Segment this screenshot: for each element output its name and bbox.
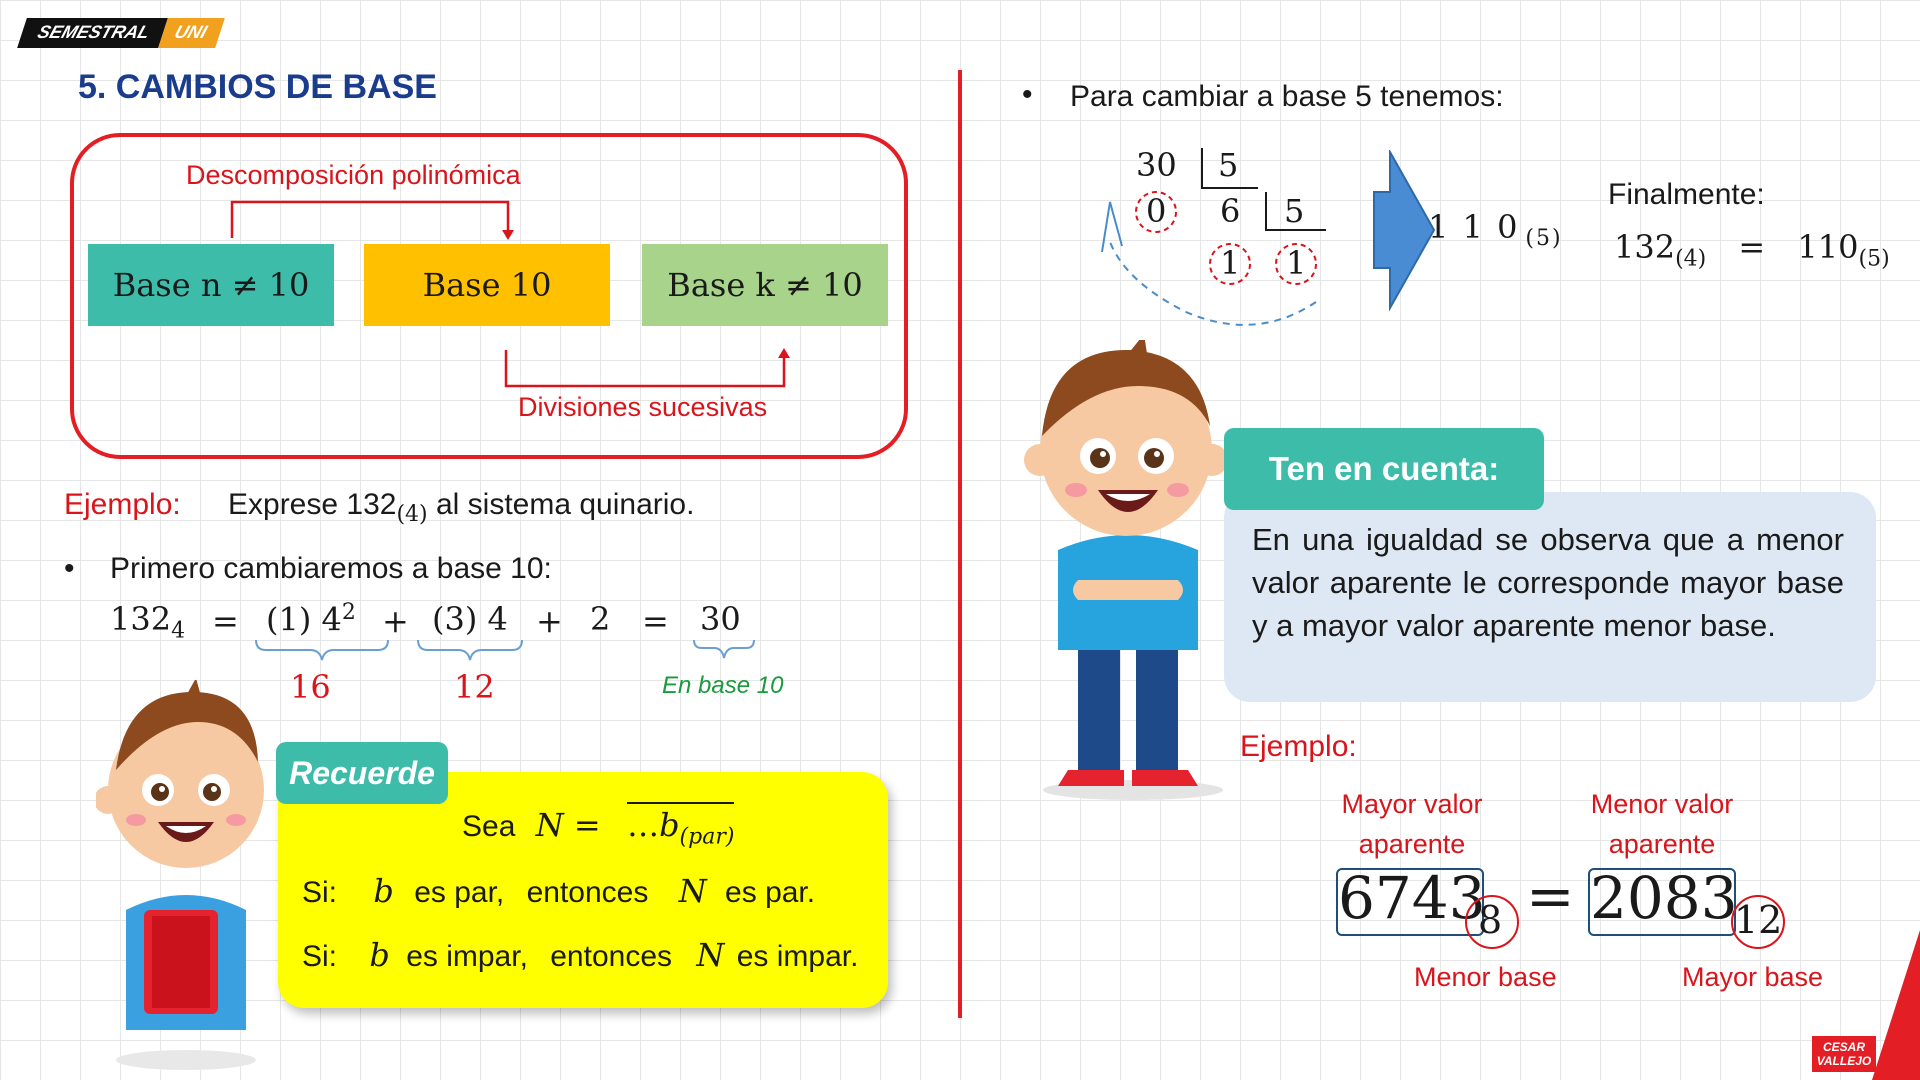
final-equation: $132_{(4)} = 110_{(5)}$ xyxy=(1614,228,1890,272)
eq-plus-2: + xyxy=(536,602,563,640)
div-divisor-2: 5 xyxy=(1284,192,1305,230)
recuerde-sea: Sea xyxy=(462,810,516,843)
eq-result: 30 xyxy=(700,600,741,638)
boy-left-illustration xyxy=(96,680,276,1080)
div-dividend: 30 xyxy=(1136,146,1177,184)
eq-term-1: (1) $4^2$ xyxy=(266,600,356,639)
div-divisor-1: 5 xyxy=(1218,146,1239,184)
column-divider xyxy=(958,70,962,1018)
div-remainder-2: 1 xyxy=(1220,244,1241,282)
vallejo-logo: CESAR VALLEJO xyxy=(1812,1036,1876,1072)
num1: 6743 xyxy=(1338,864,1486,932)
finally-label: Finalmente: xyxy=(1608,178,1765,211)
bullet-second: Para cambiar a base 5 tenemos: xyxy=(1070,80,1504,113)
bullet-first: Primero cambiaremos a base 10: xyxy=(110,552,552,585)
recuerde-line1 xyxy=(462,806,734,849)
base1: 8 xyxy=(1478,898,1503,942)
recuerde-line3: Si: b es impar, entonces N es impar. xyxy=(302,936,859,974)
eq-term-2: (3) 4 xyxy=(432,600,508,638)
base-k-label: Base k ≠ 10 xyxy=(667,266,863,304)
bullet-dot-2: • xyxy=(1022,78,1033,111)
eq-equals-1: = xyxy=(212,602,239,640)
div-quotient-1: 6 xyxy=(1220,192,1241,230)
eq-term-3: 2 xyxy=(590,600,611,638)
recuerde-n-eq: N = xyxy=(535,806,601,844)
div-remainder-1: 0 xyxy=(1146,192,1167,230)
under-16: 16 xyxy=(290,668,331,706)
num2: 2083 xyxy=(1590,864,1738,932)
statement-post: al sistema quinario. xyxy=(435,488,695,521)
example-label: Ejemplo: xyxy=(64,488,181,521)
base-n-label: Base n ≠ 10 xyxy=(112,266,310,304)
statement-pre: Exprese 132 xyxy=(228,488,397,521)
bullet-dot: • xyxy=(64,552,75,585)
bottom-label: Divisiones sucesivas xyxy=(518,392,768,422)
statement-sub: (4) xyxy=(396,502,428,527)
ten-en-cuenta-tag: Ten en cuenta: xyxy=(1224,428,1544,510)
page-title: 5. CAMBIOS DE BASE xyxy=(78,68,437,106)
top-left-annotation: Mayor valor aparente xyxy=(1341,789,1483,859)
example2-equals: = xyxy=(1526,862,1575,930)
div-quotient-2: 1 xyxy=(1286,244,1307,282)
base-10-label: Base 10 xyxy=(422,266,552,304)
badge-uni: UNI xyxy=(158,18,225,48)
eq-equals-2: = xyxy=(642,602,669,640)
recuerde-tag: Recuerde xyxy=(276,742,448,804)
under-base10: En base 10 xyxy=(662,672,784,699)
example2-label: Ejemplo: xyxy=(1240,730,1357,763)
eq-plus-1: + xyxy=(382,602,409,640)
under-12: 12 xyxy=(454,668,495,706)
boy-right-illustration xyxy=(1018,340,1238,800)
top-label: Descomposición polinómica xyxy=(186,160,521,190)
eq-lhs: $132_4$ xyxy=(110,600,186,644)
base2: 12 xyxy=(1734,898,1783,942)
result-digits: 1 1 0 $_{(5)}$ xyxy=(1428,208,1563,252)
recuerde-overline: $\dots b_{(par)}$ xyxy=(627,802,734,844)
eq-braces xyxy=(0,0,960,700)
bottom-left-annotation: Menor base xyxy=(1414,962,1557,992)
badge-semestral: SEMESTRAL xyxy=(17,18,168,48)
bottom-right-annotation: Mayor base xyxy=(1682,962,1824,992)
division-lines xyxy=(1090,140,1330,330)
top-right-annotation: Menor valor aparente xyxy=(1590,789,1734,859)
ten-en-cuenta-text: En una igualdad se observa que a menor valor aparente le corresponde mayor base y a mayor valor aparente menor base. xyxy=(1252,522,1844,643)
recuerde-line2: Si: b es par, entonces N es par. xyxy=(302,872,816,910)
